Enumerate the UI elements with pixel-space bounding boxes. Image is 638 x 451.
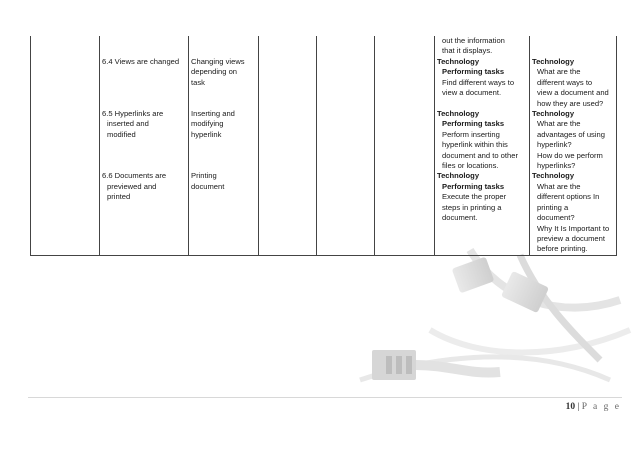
competency-title: Technology	[437, 171, 480, 181]
topic-cell	[189, 36, 259, 109]
footer-divider	[28, 397, 622, 398]
competency-line: Perform inserting	[442, 129, 500, 139]
empty-cell	[375, 36, 435, 109]
question-line: how they are used?	[537, 98, 604, 108]
empty-cell	[259, 109, 317, 171]
page-number	[566, 402, 621, 412]
lesson-text: inserted and	[107, 119, 149, 129]
question-line: preview a document	[537, 233, 605, 243]
competency-line: files or locations.	[442, 161, 499, 171]
question-line: view a document and	[537, 88, 609, 98]
topic-line: hyperlink	[191, 129, 222, 139]
page-label: P a g e	[581, 402, 621, 412]
competency-line: view a document.	[442, 88, 502, 98]
competency-subtitle: Performing tasks	[442, 67, 505, 77]
empty-cell	[317, 171, 375, 256]
question-line: hyperlink?	[537, 140, 572, 150]
question-line: How do we perform	[537, 150, 603, 160]
empty-cell	[317, 36, 375, 109]
lesson-cell	[100, 171, 189, 256]
question-title: Technology	[532, 109, 575, 119]
question-line: different ways to	[537, 77, 593, 87]
topic-line: Inserting and	[191, 109, 235, 119]
question-line: different options In	[537, 192, 600, 202]
empty-cell	[375, 171, 435, 256]
empty-cell	[31, 36, 100, 109]
empty-cell	[317, 109, 375, 171]
empty-cell	[31, 109, 100, 171]
question-line: document?	[537, 213, 575, 223]
empty-cell	[259, 171, 317, 256]
question-line: What are the	[537, 181, 581, 191]
competency-line: Execute the proper	[442, 192, 507, 202]
table-row	[31, 109, 617, 171]
topic-line: task	[191, 77, 205, 87]
lesson-text: 6.6 Documents are	[102, 171, 167, 181]
competency-subtitle: Performing tasks	[442, 119, 505, 129]
competency-title: Technology	[437, 109, 480, 119]
competency-line: that it displays.	[442, 46, 493, 56]
empty-cell	[259, 36, 317, 109]
lesson-text: printed	[107, 192, 131, 202]
competency-cell	[435, 36, 530, 109]
topic-line: Changing views	[191, 57, 245, 66]
lesson-text: 6.4 Views are changed	[102, 57, 180, 66]
question-line: hyperlinks?	[537, 161, 576, 171]
competency-cell	[435, 171, 530, 256]
empty-cell	[31, 171, 100, 256]
competency-subtitle: Performing tasks	[442, 181, 505, 191]
curriculum-table	[30, 36, 617, 256]
page-number-value: 10	[565, 402, 576, 412]
lesson-text: previewed and	[107, 181, 157, 191]
lesson-text: 6.5 Hyperlinks are	[102, 109, 164, 119]
empty-cell	[375, 109, 435, 171]
lesson-text: modified	[107, 129, 136, 139]
question-line: Why It Is Important to	[537, 223, 610, 233]
question-line: What are the	[537, 119, 581, 129]
competency-line: Find different ways to	[442, 77, 515, 87]
question-line: What are the	[537, 67, 581, 77]
lesson-cell	[100, 36, 189, 109]
topic-line: document	[191, 181, 225, 191]
competency-line: steps in printing a	[442, 202, 502, 212]
table-row	[31, 171, 617, 256]
competency-title: Technology	[437, 56, 480, 66]
topic-cell	[189, 171, 259, 256]
lesson-cell	[100, 109, 189, 171]
competency-line: out the information	[442, 36, 505, 45]
question-title: Technology	[532, 57, 575, 66]
question-line: before printing.	[537, 244, 588, 254]
competency-line: document.	[442, 213, 478, 223]
topic-line: modifying	[191, 119, 224, 129]
page-number-separator: |	[575, 402, 582, 412]
question-title: Technology	[532, 171, 575, 181]
question-line: advantages of using	[537, 129, 605, 139]
question-cell	[530, 36, 617, 109]
question-cell	[530, 109, 617, 171]
topic-line: Printing	[191, 171, 217, 181]
question-line: printing a	[537, 202, 569, 212]
table-row	[31, 36, 617, 109]
topic-cell	[189, 109, 259, 171]
question-cell	[530, 171, 617, 256]
competency-line: document and to other	[442, 150, 518, 160]
competency-cell	[435, 109, 530, 171]
topic-line: depending on	[191, 67, 238, 77]
competency-line: hyperlink within this	[442, 140, 508, 150]
